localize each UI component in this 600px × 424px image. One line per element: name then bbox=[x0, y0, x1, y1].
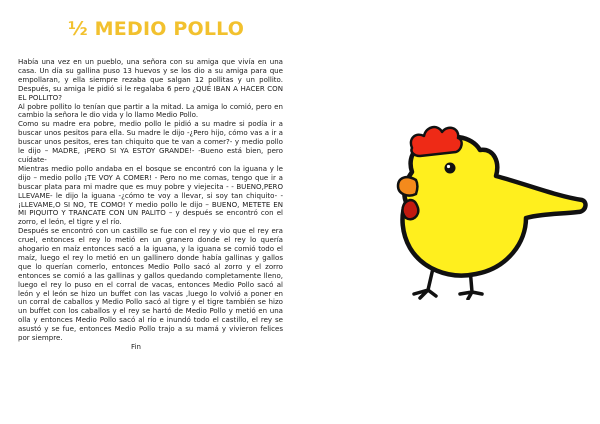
eye-highlight bbox=[447, 165, 450, 168]
story-paragraph: Había una vez en un pueblo, una señora con su amiga que vivía en una casa. Un día su gallina puso 13 huevos y se los dio a su amiga para que empollaran, y ella siempre rezaba que salgan 12 pollitas y un pollito. Después, su amiga le pidió si le regalaba 6 pero ¿QUÉ IBAN A HACER CON EL POLLITO? bbox=[18, 57, 283, 102]
story-text bbox=[18, 58, 283, 352]
chicken-eye bbox=[445, 163, 456, 174]
half-chicken-drawing-icon bbox=[376, 118, 592, 300]
chicken-beak bbox=[398, 177, 418, 195]
story-ending: Fin bbox=[131, 342, 141, 351]
page-title: ½ MEDIO POLLO bbox=[68, 18, 245, 40]
chicken-wattle bbox=[403, 200, 419, 219]
story-paragraph: Mientras medio pollo andaba en el bosque se encontró con la iguana y le dijo – medio pollo ¡TE VOY A COMER! - Pero no me comas, tengo que ir a buscar plata para mi madre que es muy pobre y viejecita - - BUENO,PERO LLEVAME- le dijo la iguana -¿cómo te voy a llevar, si soy tan chiquito- -¡LLEVAME,O SI NO, TE COMO! Y medio pollo le dijo – BUENO, METETE EN MI PIQUITO Y TRANCATE CON UN PALITO – y después se encontró con el zorro, el león, el tigre y el río. bbox=[18, 163, 283, 227]
chicken-body bbox=[403, 137, 586, 276]
story-paragraph: Después se encontró con un castillo se fue con el rey y vio que el rey era cruel, entonces el rey lo metió en un granero donde el rey lo quería ahogario en maíz entonces sacó a la iguana, y la iguana se comió todo el maíz, luego el rey lo metió en un gallinero donde había gallinas y gallos que lo querían comerlo, entonces Medio Pollo sacó al zorro y el zorro entonces se comió a las gallinas y gallos quedando completamente lleno, luego el rey lo puso en el corral de vacas, entonces Medio Pollo sacó al león y el león se hizo un buffet con las vacas ,luego lo volvió a poner en un corral de caballos y Medio Pollo sacó al tigre y el tigre también se hizo un buffet con los caballos y el rey se hartó de Medio Pollo y metió en una olla y entonces Medio Pollo sacó al río e inundó todo el castillo, el rey se asustó y se fue, entonces Medio Pollo trajo a su mamá y vivieron felices por siempre. bbox=[18, 226, 283, 343]
story-paragraph: Como su madre era pobre, medio pollo le pidió a su madre si podía ir a buscar unos pesitos para ella. Su madre le dijo -¿Pero hijo, cómo vas a ir a buscar unos pesitos, eres tan chiquito que te van a comer?- y medio pollo le dijo – MADRE, ¡PERO SI YA ESTOY GRANDE!- -Bueno está bien, pero cuídate- bbox=[18, 119, 283, 164]
chicken-comb bbox=[411, 127, 462, 156]
story-paragraph: Al pobre pollito lo tenían que partir a la mitad. La amiga lo comió, pero en cambio la señora le dio vida y lo llamo Medio Pollo. bbox=[18, 101, 283, 120]
